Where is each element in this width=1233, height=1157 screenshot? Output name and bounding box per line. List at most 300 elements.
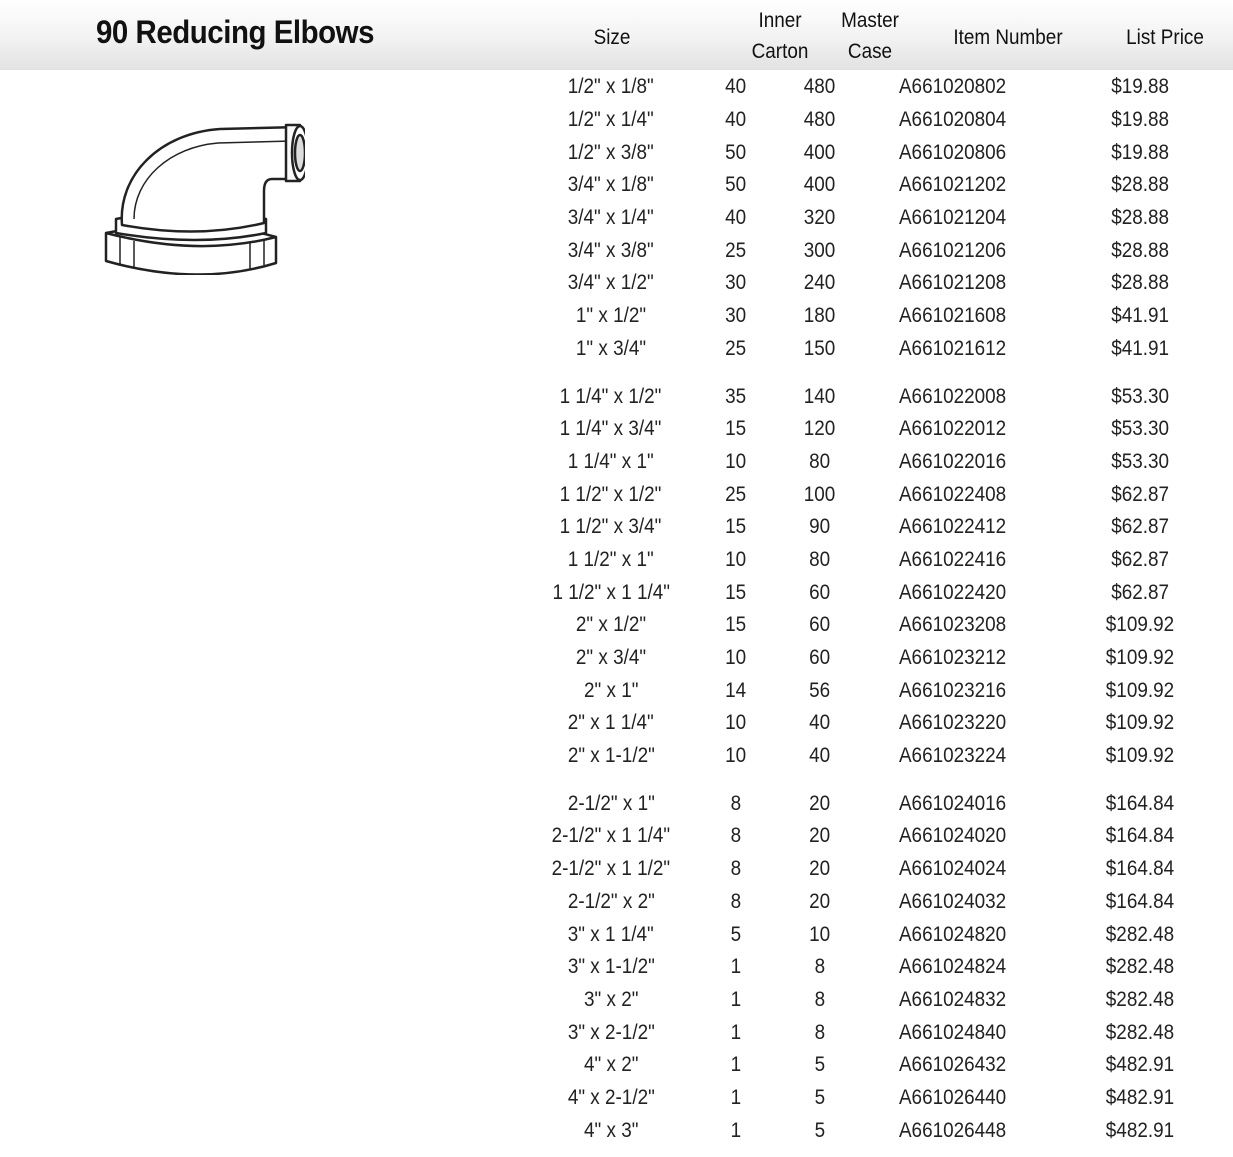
cell-list-price (1046, 1049, 1233, 1082)
cell-list-price (1046, 446, 1233, 479)
cell-list-price-text: $164.84 (1105, 857, 1174, 881)
cell-item-number-text: A661022016 (898, 449, 1006, 473)
cell-master-case-text: 150 (804, 336, 836, 360)
cell-inner-carton-text: 40 (725, 75, 747, 99)
cell-item-number-text: A661023224 (898, 744, 1006, 768)
cell-size (531, 609, 691, 642)
cell-size-text: 4" x 3" (583, 1118, 639, 1142)
cell-size-text: 3/4" x 1/4" (567, 206, 654, 230)
cell-list-price (1046, 609, 1233, 642)
cell-size-text: 1 1/4" x 1/2" (559, 384, 662, 408)
cell-size (531, 511, 691, 544)
cell-item-number-text: A661023216 (898, 678, 1006, 702)
cell-master-case (782, 544, 859, 577)
table-row (531, 918, 1233, 951)
cell-size-text: 1" x 3/4" (575, 336, 646, 360)
cell-master-case (782, 1016, 859, 1049)
cell-list-price (1046, 674, 1233, 707)
table-row (531, 740, 1233, 773)
cell-list-price-text: $282.48 (1105, 1020, 1174, 1044)
cell-item-number (859, 707, 1047, 740)
cell-inner-carton-text: 1 (730, 1118, 742, 1142)
cell-list-price-text: $62.87 (1110, 580, 1169, 604)
cell-inner-carton (691, 202, 782, 235)
cell-size-text: 4" x 2-1/2" (567, 1085, 655, 1109)
cell-inner-carton (691, 642, 782, 675)
cell-inner-carton (691, 333, 782, 366)
cell-inner-carton-text: 40 (725, 108, 747, 132)
cell-item-number-text: A661021206 (898, 238, 1006, 262)
cell-item-number (859, 576, 1047, 609)
cell-size (531, 853, 691, 886)
cell-list-price (1046, 576, 1233, 609)
cell-inner-carton (691, 267, 782, 300)
cell-master-case-text: 480 (804, 108, 836, 132)
cell-list-price-text: $109.92 (1105, 613, 1174, 637)
cell-list-price (1046, 300, 1233, 333)
cell-item-number (859, 234, 1047, 267)
table-row (531, 576, 1233, 609)
cell-master-case-text: 90 (809, 515, 831, 539)
cell-master-case (782, 267, 859, 300)
cell-master-case (782, 202, 859, 235)
table-row (531, 984, 1233, 1017)
cell-size (531, 544, 691, 577)
cell-list-price-text: $282.48 (1105, 955, 1174, 979)
cell-master-case-text: 480 (804, 75, 836, 99)
cell-inner-carton (691, 446, 782, 479)
cell-master-case-text: 140 (804, 384, 836, 408)
cell-size (531, 333, 691, 366)
cell-item-number-text: A661021204 (898, 206, 1006, 230)
cell-inner-carton-text: 8 (730, 857, 742, 881)
cell-list-price (1046, 544, 1233, 577)
cell-inner-carton (691, 234, 782, 267)
cell-item-number-text: A661024832 (898, 987, 1006, 1011)
cell-item-number-text: A661022008 (898, 384, 1006, 408)
cell-inner-carton (691, 820, 782, 853)
cell-inner-carton-text: 8 (730, 791, 742, 815)
cell-master-case-text: 20 (809, 791, 831, 815)
cell-size-text: 3" x 1-1/2" (567, 955, 655, 979)
table-row (531, 886, 1233, 919)
cell-item-number (859, 511, 1047, 544)
cell-inner-carton (691, 707, 782, 740)
cell-item-number-text: A661020806 (898, 140, 1006, 164)
cell-item-number-text: A661022416 (898, 547, 1006, 571)
cell-size-text: 3" x 2" (583, 987, 639, 1011)
cell-master-case (782, 1082, 859, 1115)
cell-item-number (859, 333, 1047, 366)
cell-list-price-text: $109.92 (1105, 711, 1174, 735)
cell-list-price (1046, 918, 1233, 951)
cell-master-case (782, 772, 859, 820)
cell-master-case-text: 20 (809, 889, 831, 913)
cell-inner-carton-text: 15 (725, 417, 747, 441)
cell-list-price (1046, 136, 1233, 169)
cell-list-price (1046, 740, 1233, 773)
cell-inner-carton (691, 1049, 782, 1082)
cell-inner-carton (691, 300, 782, 333)
cell-list-price-text: $62.87 (1110, 482, 1169, 506)
cell-master-case-text: 60 (809, 580, 831, 604)
cell-size (531, 1082, 691, 1115)
cell-size-text: 3/4" x 1/8" (567, 173, 654, 197)
cell-size-text: 1/2" x 3/8" (567, 140, 654, 164)
cell-item-number (859, 951, 1047, 984)
cell-master-case (782, 478, 859, 511)
cell-master-case-text: 180 (804, 304, 836, 328)
cell-size (531, 1049, 691, 1082)
cell-master-case (782, 1114, 859, 1147)
cell-master-case-text: 5 (814, 1118, 826, 1142)
cell-list-price-text: $282.48 (1105, 922, 1174, 946)
cell-list-price-text: $109.92 (1105, 646, 1174, 670)
cell-inner-carton (691, 984, 782, 1017)
cell-size (531, 772, 691, 820)
cell-master-case-text: 320 (804, 206, 836, 230)
cell-item-number (859, 642, 1047, 675)
cell-inner-carton-text: 50 (725, 140, 747, 164)
cell-inner-carton-text: 1 (730, 1053, 742, 1077)
cell-inner-carton (691, 951, 782, 984)
table-row (531, 104, 1233, 137)
table-row (531, 674, 1233, 707)
cell-size-text: 1/2" x 1/4" (567, 108, 654, 132)
cell-inner-carton (691, 674, 782, 707)
cell-size-text: 3" x 2-1/2" (567, 1020, 655, 1044)
cell-item-number (859, 300, 1047, 333)
cell-inner-carton-text: 10 (725, 744, 747, 768)
header-item-number: Item Number (953, 26, 1063, 49)
table-row (531, 234, 1233, 267)
table-row (531, 1082, 1233, 1115)
cell-inner-carton-text: 15 (725, 580, 747, 604)
cell-item-number-text: A661024824 (898, 955, 1006, 979)
cell-item-number (859, 446, 1047, 479)
table-row (531, 478, 1233, 511)
table-row (531, 446, 1233, 479)
cell-inner-carton-text: 15 (725, 613, 747, 637)
cell-master-case-text: 40 (809, 711, 831, 735)
cell-inner-carton-text: 30 (725, 304, 747, 328)
cell-size (531, 674, 691, 707)
cell-list-price (1046, 71, 1233, 104)
cell-inner-carton-text: 25 (725, 336, 747, 360)
cell-list-price (1046, 772, 1233, 820)
cell-master-case (782, 413, 859, 446)
cell-inner-carton-text: 5 (730, 922, 742, 946)
cell-list-price (1046, 1082, 1233, 1115)
cell-item-number (859, 674, 1047, 707)
cell-size (531, 300, 691, 333)
cell-master-case-text: 60 (809, 646, 831, 670)
cell-size (531, 576, 691, 609)
cell-inner-carton-text: 1 (730, 955, 742, 979)
cell-inner-carton-text: 1 (730, 1085, 742, 1109)
cell-item-number-text: A661021612 (898, 336, 1006, 360)
cell-list-price (1046, 853, 1233, 886)
cell-size-text: 4" x 2" (583, 1053, 639, 1077)
cell-item-number (859, 820, 1047, 853)
cell-size (531, 1114, 691, 1147)
cell-list-price-text: $41.91 (1110, 336, 1169, 360)
table-row (531, 136, 1233, 169)
cell-item-number-text: A661024020 (898, 824, 1006, 848)
table-row (531, 267, 1233, 300)
cell-inner-carton (691, 576, 782, 609)
table-row (531, 333, 1233, 366)
cell-item-number-text: A661024032 (898, 889, 1006, 913)
cell-size (531, 1016, 691, 1049)
cell-list-price (1046, 267, 1233, 300)
cell-inner-carton-text: 8 (730, 889, 742, 913)
cell-item-number (859, 365, 1047, 413)
cell-item-number (859, 772, 1047, 820)
cell-inner-carton (691, 1114, 782, 1147)
cell-size (531, 886, 691, 919)
cell-inner-carton-text: 25 (725, 238, 747, 262)
cell-size (531, 478, 691, 511)
cell-inner-carton (691, 511, 782, 544)
cell-master-case (782, 234, 859, 267)
cell-size (531, 413, 691, 446)
cell-item-number-text: A661023220 (898, 711, 1006, 735)
cell-list-price (1046, 642, 1233, 675)
cell-item-number (859, 478, 1047, 511)
cell-master-case (782, 365, 859, 413)
cell-inner-carton (691, 104, 782, 137)
cell-list-price (1046, 1114, 1233, 1147)
cell-master-case-text: 5 (814, 1053, 826, 1077)
header-inner-carton: Inner Carton (751, 9, 809, 63)
cell-item-number-text: A661021208 (898, 271, 1006, 295)
cell-size-text: 1 1/4" x 1" (567, 449, 654, 473)
cell-list-price-text: $109.92 (1105, 744, 1174, 768)
cell-size-text: 2" x 1/2" (575, 613, 646, 637)
cell-master-case (782, 984, 859, 1017)
cell-master-case-text: 80 (809, 547, 831, 571)
cell-list-price-text: $53.30 (1110, 449, 1169, 473)
cell-inner-carton (691, 1082, 782, 1115)
cell-list-price-text: $482.91 (1105, 1085, 1174, 1109)
cell-list-price (1046, 104, 1233, 137)
cell-list-price-text: $109.92 (1105, 678, 1174, 702)
cell-item-number (859, 853, 1047, 886)
cell-item-number-text: A661024820 (898, 922, 1006, 946)
cell-list-price-text: $164.84 (1105, 791, 1174, 815)
cell-master-case-text: 20 (809, 857, 831, 881)
cell-size (531, 169, 691, 202)
cell-list-price (1046, 951, 1233, 984)
cell-list-price-text: $62.87 (1110, 515, 1169, 539)
cell-master-case (782, 951, 859, 984)
cell-inner-carton (691, 609, 782, 642)
cell-size-text: 2-1/2" x 2" (567, 889, 655, 913)
cell-size-text: 1 1/4" x 3/4" (559, 417, 662, 441)
reducing-elbow-fitting-illustration (100, 115, 305, 275)
cell-list-price-text: $19.88 (1110, 108, 1169, 132)
cell-master-case (782, 300, 859, 333)
cell-master-case (782, 333, 859, 366)
cell-master-case-text: 120 (804, 417, 836, 441)
cell-size-text: 2" x 1 1/4" (567, 711, 654, 735)
cell-item-number-text: A661024840 (898, 1020, 1006, 1044)
cell-list-price (1046, 413, 1233, 446)
cell-item-number-text: A661023208 (898, 613, 1006, 637)
cell-list-price (1046, 984, 1233, 1017)
cell-list-price (1046, 511, 1233, 544)
cell-item-number (859, 609, 1047, 642)
cell-list-price (1046, 169, 1233, 202)
cell-size-text: 2-1/2" x 1 1/2" (551, 857, 671, 881)
cell-size-text: 1 1/2" x 1 1/4" (552, 580, 670, 604)
cell-inner-carton-text: 10 (725, 449, 747, 473)
cell-master-case-text: 56 (809, 678, 831, 702)
page-title: 90 Reducing Elbows (96, 14, 374, 50)
cell-item-number (859, 544, 1047, 577)
cell-list-price (1046, 202, 1233, 235)
table-row (531, 642, 1233, 675)
cell-list-price (1046, 1016, 1233, 1049)
cell-inner-carton (691, 1016, 782, 1049)
cell-size (531, 918, 691, 951)
cell-item-number-text: A661026448 (898, 1118, 1006, 1142)
cell-inner-carton-text: 25 (725, 482, 747, 506)
cell-item-number-text: A661026432 (898, 1053, 1006, 1077)
cell-inner-carton-text: 10 (725, 547, 747, 571)
table-row (531, 413, 1233, 446)
cell-size-text: 2" x 1" (583, 678, 639, 702)
cell-master-case (782, 918, 859, 951)
cell-size-text: 2" x 1-1/2" (567, 744, 655, 768)
table-row (531, 609, 1233, 642)
table-row (531, 365, 1233, 413)
cell-inner-carton (691, 365, 782, 413)
header-master-case: Master Case (841, 9, 899, 63)
cell-inner-carton-text: 8 (730, 824, 742, 848)
cell-master-case-text: 10 (809, 922, 831, 946)
cell-size (531, 740, 691, 773)
cell-list-price-text: $164.84 (1105, 889, 1174, 913)
cell-inner-carton-text: 50 (725, 173, 747, 197)
table-row (531, 202, 1233, 235)
cell-inner-carton (691, 413, 782, 446)
cell-item-number (859, 267, 1047, 300)
cell-item-number (859, 71, 1047, 104)
cell-size (531, 642, 691, 675)
cell-master-case (782, 71, 859, 104)
cell-master-case (782, 511, 859, 544)
cell-inner-carton (691, 478, 782, 511)
cell-inner-carton (691, 772, 782, 820)
cell-size (531, 446, 691, 479)
cell-item-number (859, 1082, 1047, 1115)
cell-inner-carton (691, 71, 782, 104)
cell-list-price (1046, 234, 1233, 267)
cell-list-price-text: $53.30 (1110, 417, 1169, 441)
cell-master-case-text: 8 (814, 1020, 826, 1044)
cell-master-case (782, 820, 859, 853)
cell-master-case-text: 20 (809, 824, 831, 848)
cell-master-case-text: 240 (804, 271, 836, 295)
cell-inner-carton-text: 40 (725, 206, 747, 230)
cell-size-text: 1/2" x 1/8" (567, 75, 654, 99)
cell-item-number (859, 136, 1047, 169)
cell-item-number (859, 169, 1047, 202)
cell-size (531, 707, 691, 740)
header-list-price: List Price (1126, 26, 1204, 49)
cell-item-number-text: A661026440 (898, 1085, 1006, 1109)
cell-list-price-text: $19.88 (1110, 140, 1169, 164)
cell-master-case (782, 609, 859, 642)
cell-size (531, 267, 691, 300)
cell-inner-carton (691, 886, 782, 919)
cell-item-number-text: A661023212 (898, 646, 1006, 670)
cell-size-text: 1 1/2" x 3/4" (559, 515, 662, 539)
cell-size (531, 202, 691, 235)
cell-item-number (859, 740, 1047, 773)
cell-list-price (1046, 707, 1233, 740)
cell-list-price-text: $62.87 (1110, 547, 1169, 571)
table-row (531, 772, 1233, 820)
cell-master-case (782, 446, 859, 479)
cell-master-case (782, 740, 859, 773)
cell-master-case (782, 576, 859, 609)
cell-size-text: 2-1/2" x 1 1/4" (551, 824, 671, 848)
cell-list-price (1046, 478, 1233, 511)
cell-item-number-text: A661022012 (898, 417, 1006, 441)
cell-inner-carton-text: 10 (725, 711, 747, 735)
cell-master-case-text: 80 (809, 449, 831, 473)
table-row (531, 1049, 1233, 1082)
cell-size-text: 2-1/2" x 1" (567, 791, 655, 815)
table-row (531, 511, 1233, 544)
cell-size-text: 1 1/2" x 1" (567, 547, 654, 571)
cell-item-number (859, 1114, 1047, 1147)
cell-list-price-text: $28.88 (1110, 271, 1169, 295)
cell-size (531, 136, 691, 169)
table-row (531, 169, 1233, 202)
table-row (531, 300, 1233, 333)
cell-inner-carton (691, 169, 782, 202)
cell-inner-carton-text: 1 (730, 987, 742, 1011)
cell-inner-carton (691, 853, 782, 886)
table-row (531, 71, 1233, 104)
cell-list-price-text: $282.48 (1105, 987, 1174, 1011)
cell-master-case-text: 60 (809, 613, 831, 637)
cell-size-text: 3/4" x 1/2" (567, 271, 654, 295)
cell-list-price (1046, 365, 1233, 413)
cell-master-case-text: 100 (804, 482, 836, 506)
cell-item-number-text: A661024024 (898, 857, 1006, 881)
cell-inner-carton-text: 30 (725, 271, 747, 295)
cell-master-case (782, 136, 859, 169)
cell-master-case-text: 5 (814, 1085, 826, 1109)
table-row (531, 820, 1233, 853)
cell-item-number (859, 984, 1047, 1017)
cell-item-number (859, 202, 1047, 235)
cell-master-case-text: 8 (814, 987, 826, 1011)
cell-list-price-text: $41.91 (1110, 304, 1169, 328)
cell-size-text: 3" x 1 1/4" (567, 922, 654, 946)
table-row (531, 853, 1233, 886)
table-row (531, 544, 1233, 577)
cell-master-case (782, 707, 859, 740)
cell-size (531, 234, 691, 267)
cell-item-number-text: A661021608 (898, 304, 1006, 328)
cell-inner-carton (691, 918, 782, 951)
